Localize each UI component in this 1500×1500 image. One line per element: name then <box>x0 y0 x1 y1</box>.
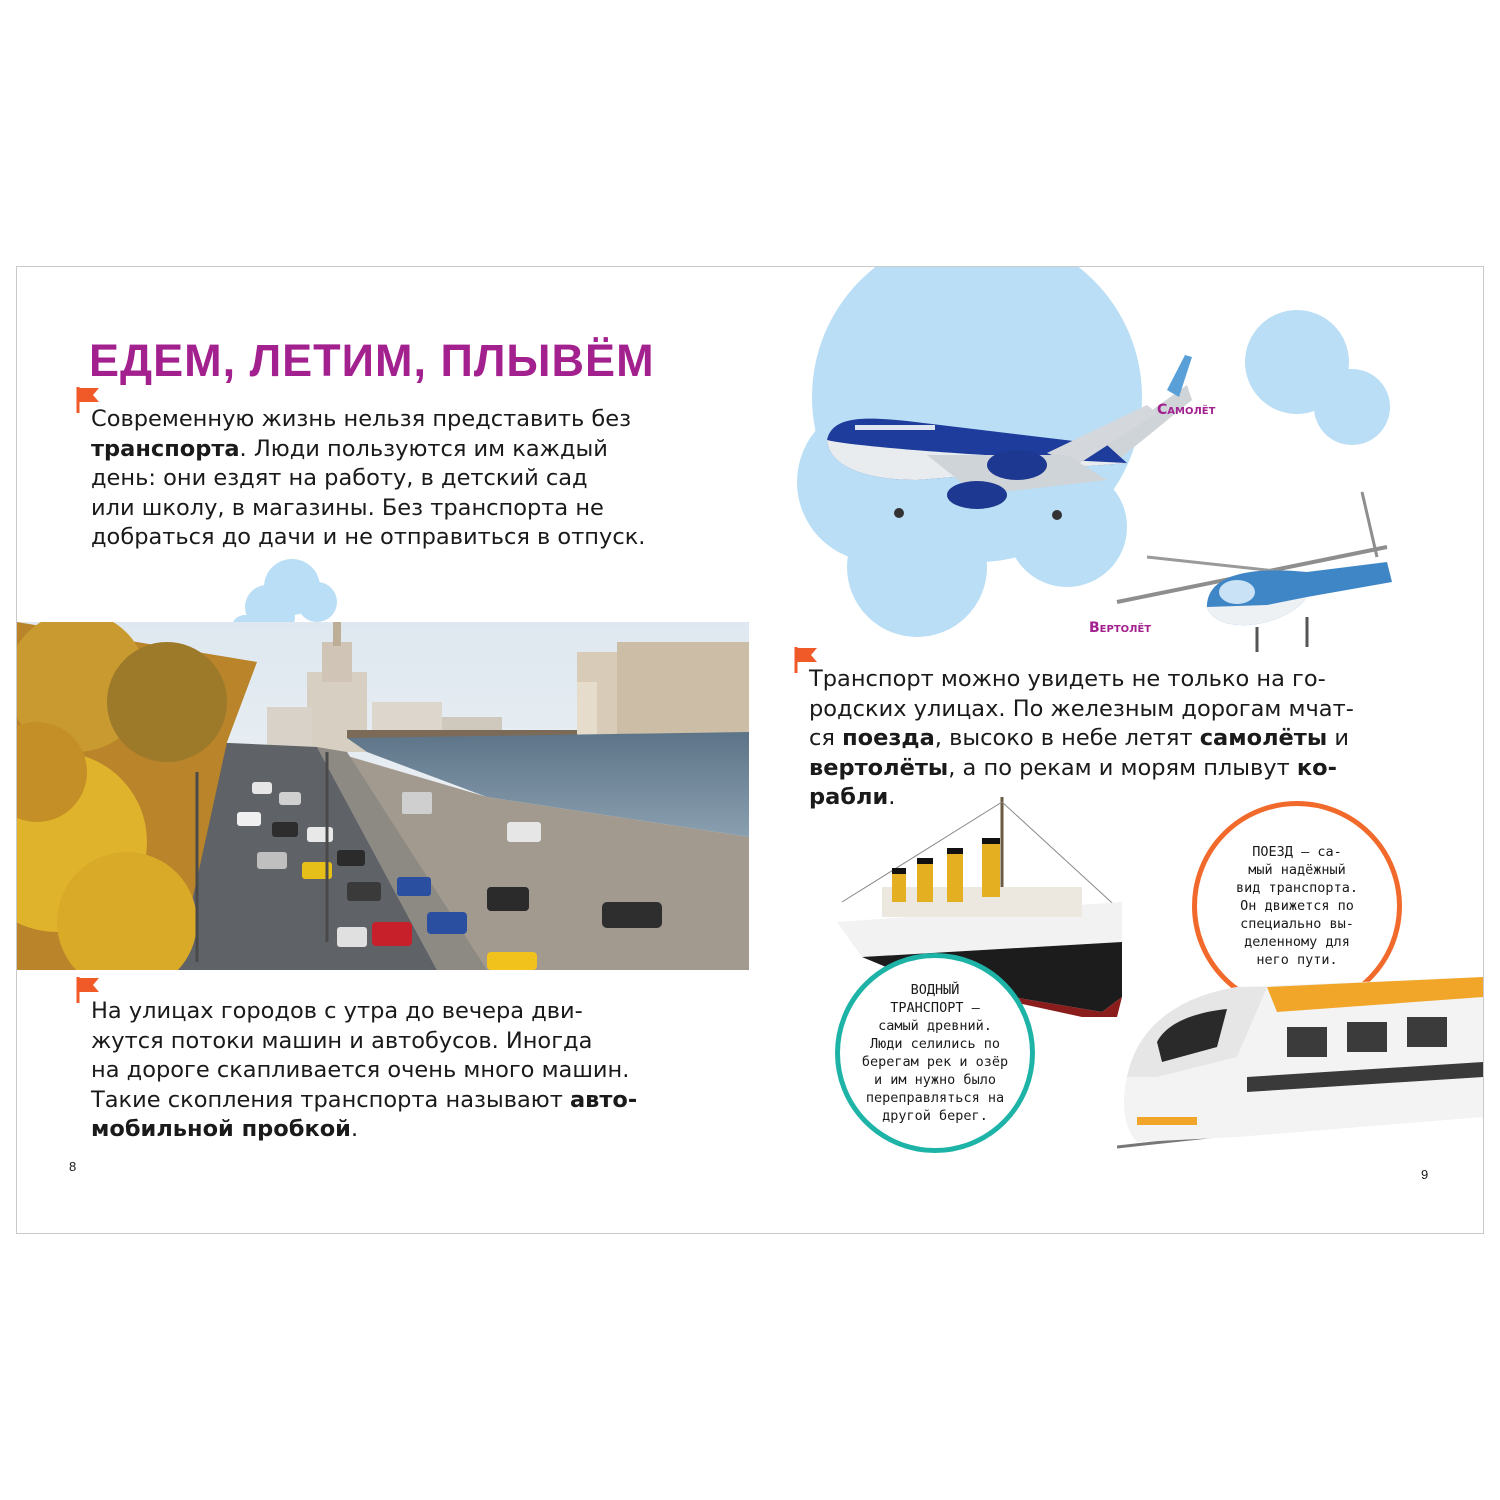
text-line: транспорта. Люди пользуются им каждый <box>91 435 608 462</box>
text-line: Транспорт можно увидеть не только на го- <box>809 666 1326 692</box>
text-line: мый надёжный <box>1248 862 1346 878</box>
text-line: деленному для <box>1244 934 1350 950</box>
text-line: ПОЕЗД — са- <box>1252 844 1342 860</box>
book-spread <box>16 266 1484 1234</box>
intro-paragraph <box>91 405 691 553</box>
bold-term: вертолёты <box>809 754 949 781</box>
airplane-label: Самолёт <box>1157 402 1216 418</box>
text-line: Такие скопления транспорта называют авто- <box>91 1086 638 1113</box>
bold-term: самолёты <box>1199 725 1328 751</box>
text-line: жутся потоки машин и автобусов. Иногда <box>91 1027 593 1054</box>
train-text <box>1222 843 1372 969</box>
text-line: Он движется по <box>1240 898 1354 914</box>
bold-term: поезда <box>842 725 935 751</box>
water-transport-text <box>860 981 1010 1125</box>
bold-term: ко- <box>1296 754 1337 781</box>
text-line: переправляться на <box>865 1090 1005 1106</box>
page-title: ЕДЕМ, ЛЕТИМ, ПЛЫВЁМ <box>89 335 655 386</box>
text-line: другой берег. <box>882 1108 988 1124</box>
text-line: рабли. <box>809 784 896 810</box>
bold-term: мобильной пробкой <box>91 1116 351 1142</box>
text-line: Люди селились по <box>869 1036 1001 1052</box>
page-number-right: 9 <box>1421 1167 1429 1182</box>
text-line: ТРАНСПОРТ — <box>890 1000 980 1016</box>
text-line: ся поезда, высоко в небе летят самолёты и <box>809 725 1349 751</box>
text-line: мобильной пробкой. <box>91 1116 359 1142</box>
text-line: на дороге скапливается очень много машин. <box>91 1057 630 1083</box>
helicopter-label: Вертолёт <box>1089 620 1152 636</box>
text-line: вид транспорта. <box>1236 880 1358 896</box>
text-line: ВОДНЫЙ <box>910 982 960 998</box>
text-line: родских улицах. По железным дорогам мчат- <box>809 695 1354 722</box>
water-transport-fact <box>835 953 1035 1153</box>
text-line: день: они ездят на работу, в детский сад <box>91 465 588 491</box>
transport-types-paragraph <box>809 665 1419 813</box>
bold-term: авто- <box>569 1086 638 1113</box>
text-line: и им нужно было <box>874 1072 996 1088</box>
bold-term: рабли <box>809 784 889 810</box>
text-line: Современную жизнь нельзя представить без <box>91 406 632 432</box>
text-line: берегам рек и озёр <box>861 1054 1009 1070</box>
bold-term: транспорта <box>91 435 240 462</box>
text-line: специально вы- <box>1240 916 1354 932</box>
train-image <box>1117 967 1483 1167</box>
page-number-left: 8 <box>69 1159 77 1174</box>
city-traffic-photo <box>17 622 749 970</box>
text-line: или школу, в магазины. Без транспорта не <box>91 494 604 521</box>
text-line: вертолёты, а по рекам и морям плывут ко- <box>809 754 1337 781</box>
text-line: На улицах городов с утра до вечера дви- <box>91 998 583 1024</box>
text-line: самый древний. <box>878 1018 992 1034</box>
traffic-paragraph <box>91 997 691 1145</box>
text-line: него пути. <box>1256 952 1338 968</box>
text-line: добраться до дачи и не отправиться в отпуск. <box>91 524 646 550</box>
